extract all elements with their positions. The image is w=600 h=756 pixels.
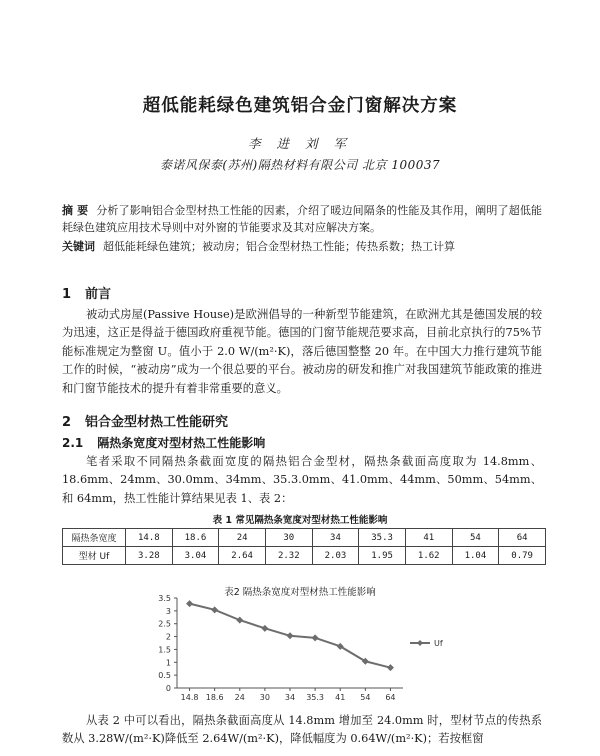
legend-marker	[417, 640, 423, 646]
table-row-width	[63, 529, 546, 547]
section-2-1-body: 笔者采取不同隔热条截面宽度的隔热铝合金型材，隔热条截面高度取为 14.8mm、18.6mm、24mm、30.0mm、34mm、35.3.0mm、41.0mm、44mm、50mm、54mm、和 64mm，热工性能计算结果见表 1、表 2：	[62, 455, 542, 505]
affiliation: 泰诺风保泰(苏州)隔热材料有限公司 北京 100037	[159, 158, 441, 172]
x-tick-label: 14.8	[180, 693, 199, 702]
section-2-heading	[62, 411, 228, 430]
table-cell: 18.6	[172, 529, 219, 547]
section-2-1-number: 2.1	[62, 436, 84, 450]
abstract	[62, 202, 542, 236]
y-tick-label: 2	[165, 632, 171, 642]
table-cell: 1.62	[405, 547, 452, 565]
x-tick-label: 54	[360, 693, 371, 702]
x-tick-label: 34	[284, 693, 296, 702]
x-tick-label: 30	[259, 693, 270, 702]
paper-title: 超低能耗绿色建筑铝合金门窗解决方案	[142, 96, 458, 116]
table-cell: 0.79	[499, 547, 546, 565]
table-cell: 64	[499, 529, 546, 547]
data-point	[236, 617, 243, 624]
section-2-1-heading	[62, 434, 265, 451]
section-2-1-title: 隔热条宽度对型材热工性能影响	[97, 436, 266, 450]
row-label-width: 隔热条宽度	[63, 529, 126, 547]
y-tick-label: 0	[165, 684, 171, 693]
keywords	[62, 238, 542, 254]
x-tick-label: 24	[234, 693, 245, 702]
x-tick-label: 18.6	[205, 693, 224, 702]
table-cell: 35.3	[359, 529, 406, 547]
legend-label: Uf	[434, 639, 443, 648]
table-1	[62, 528, 546, 565]
data-point	[312, 634, 319, 641]
section-1-number: 1	[62, 287, 72, 302]
table-cell: 2.64	[219, 547, 266, 565]
table-cell: 1.95	[359, 547, 406, 565]
data-point	[186, 600, 193, 607]
x-tick-label: 35.3	[306, 693, 325, 702]
row-label-uf: 型材 Uf	[63, 547, 126, 565]
section-2-number: 2	[62, 415, 72, 430]
table-cell: 1.04	[452, 547, 499, 565]
bottom-paragraph: 从表 2 中可以看出，隔热条截面高度从 14.8mm 增加至 24.0mm 时，型材节点的传热系数从 3.28W/(m²·K)降低至 2.64W/(m²·K)，降低幅度为 0.64W/(m²·K)；若按框窗	[62, 714, 542, 746]
table-cell: 30	[265, 529, 312, 547]
y-tick-label: 0.5	[158, 671, 171, 681]
data-point	[387, 664, 394, 671]
abstract-text: 分析了影响铝合金型材热工性能的因素，介绍了暖边间隔条的性能及其作用，阐明了超低能耗绿色建筑应用技术导则中对外窗的节能要求及其对应解决方案。	[62, 204, 542, 234]
table-cell: 2.03	[312, 547, 359, 565]
y-tick-label: 3.5	[158, 594, 171, 603]
section-1-heading	[62, 283, 111, 302]
section-1-title: 前言	[85, 287, 112, 302]
x-tick-label: 64	[385, 693, 396, 702]
table-cell: 3.28	[126, 547, 173, 565]
keywords-label: 关键词	[62, 240, 95, 253]
y-tick-label: 2.5	[158, 619, 171, 629]
table-row-uf	[63, 547, 546, 565]
section-1-body: 被动式房屋(Passive House)是欧洲倡导的一种新型节能建筑，在欧洲尤其是德国发展的较为迅速，这正是得益于德国政府重视节能。德国的门窗节能规范要求高，目前北京执行的75%节能标准规定为整窗 U。值小于 2.0 W/(m²·K)，落后德国整整 20 年。在中国大力推行建筑节能工作的时候，“被动房”成为一个很总要的平台。被动房的研发和推广对我国建筑节能政策的推进和门窗节能技术的提升有着非常重要的意义。	[62, 308, 542, 395]
section-2-title: 铝合金型材热工性能研究	[85, 415, 229, 430]
table-cell: 34	[312, 529, 359, 547]
uf-line-chart	[135, 578, 465, 704]
x-tick-label: 41	[335, 693, 346, 702]
table-cell: 54	[452, 529, 499, 547]
table-cell: 3.04	[172, 547, 219, 565]
table-1-caption: 表 1 常见隔热条宽度对型材热工性能影响	[212, 515, 388, 526]
y-tick-label: 1.5	[158, 645, 171, 655]
table-cell: 41	[405, 529, 452, 547]
table-cell: 14.8	[126, 529, 173, 547]
y-tick-label: 3	[165, 606, 171, 616]
abstract-label: 摘 要	[62, 204, 89, 217]
y-tick-label: 1	[165, 658, 171, 668]
table-cell: 2.32	[265, 547, 312, 565]
authors: 李 进 刘 军	[248, 136, 352, 151]
data-point	[287, 632, 294, 639]
chart-title: 表2 隔热条宽度对型材热工性能影响	[224, 587, 376, 598]
keywords-text: 超低能耗绿色建筑；被动房；铝合金型材热工性能；传热系数；热工计算	[103, 240, 455, 253]
table-cell: 24	[219, 529, 266, 547]
data-point	[211, 606, 218, 613]
data-point	[261, 625, 268, 632]
